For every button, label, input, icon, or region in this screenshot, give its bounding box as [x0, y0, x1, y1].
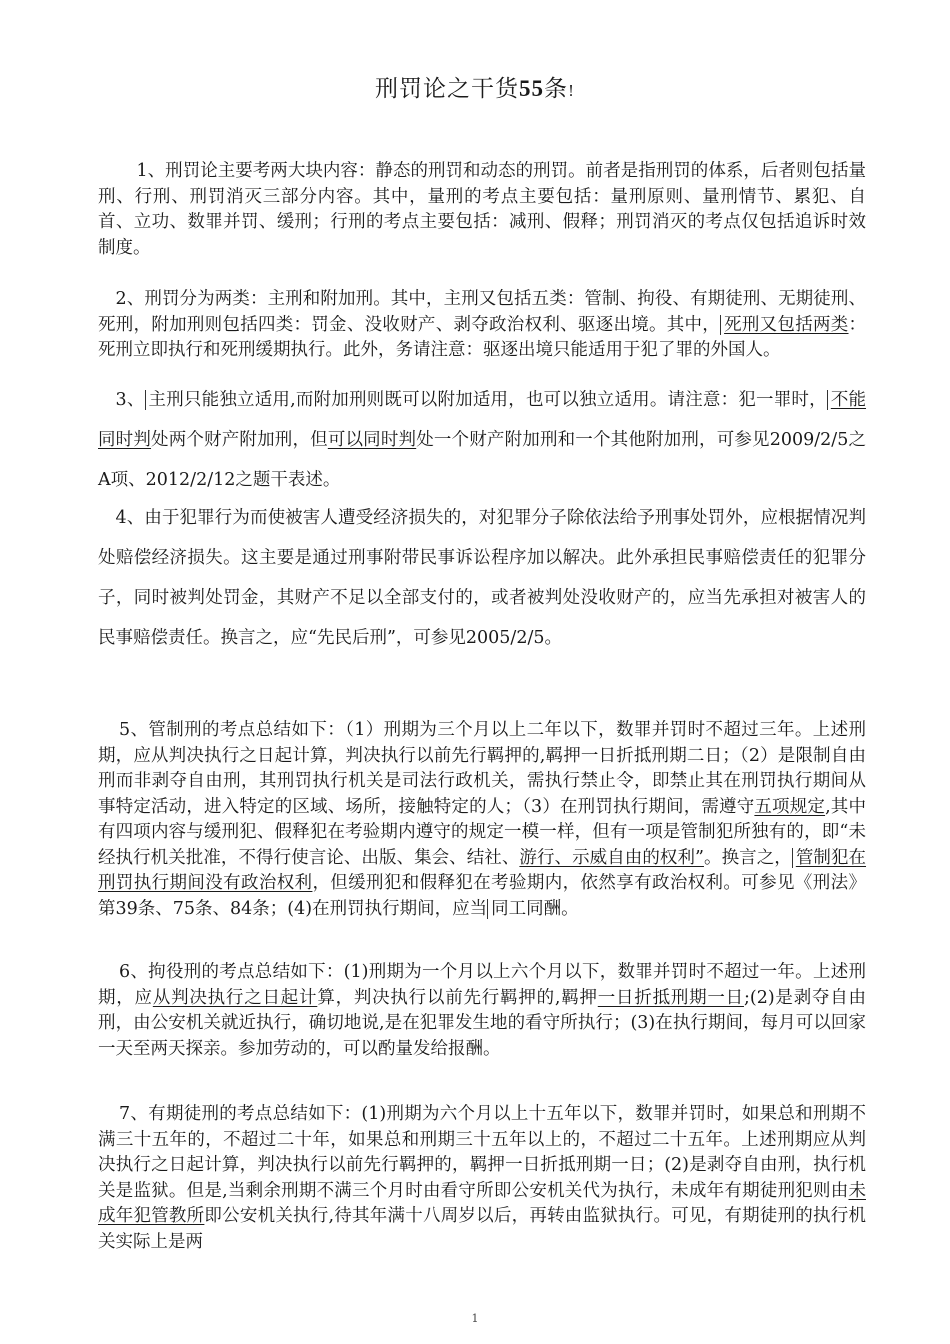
paragraph-3-marked-principal-penalty: 主刑只能独立适用 [145, 390, 291, 410]
title-number: 55 [518, 76, 544, 101]
title-prefix: 刑罚论之干货 [374, 76, 519, 102]
document-title [0, 70, 950, 103]
paragraph-4: 4、由于犯罪行为而使被害人遭受经济损失的，对犯罪分子除依法给予刑事处罚外，应根据情况判处赔偿经济损失。这主要是通过刑事附带民事诉讼程序加以解决。此外承担民事赔偿责任的犯罪分子，同时被判处罚金，其财产不足以全部支付的，或者被判处没收财产的，应当先承担对被害人的民事赔偿责任。换言之，应“先民后刑”，可参见2005/2/5。 [98, 508, 866, 648]
paragraph-2 [98, 287, 866, 364]
paragraph-3-text-c: 处两个财产附加刑，但 [151, 430, 328, 450]
paragraph-3-underline-can: 可以同时判 [327, 430, 417, 450]
paragraph-2-text-b: ：死刑立即执行和死刑缓期执行。此外，务请注意：驱逐出境只能适用于犯了罪的外国人。 [98, 314, 867, 360]
paragraph-3-text-a: 3、 [115, 390, 145, 410]
paragraph-7-text-a: 7、有期徒刑的考点总结如下：(1)刑期为六个月以上十五年以下，数罪并罚时，如果总和刑期不满三十五年的，不超过二十年，如果总和刑期三十五年以上的，不超过二十五年。上述刑期应从判决执行之日起计算，判决执行以前先行羁押的，羁押一日折抵刑期一日；(2)是剥夺自由刑，执行机关是监狱。但是,当剩余刑期不满三个月时由看守所即公安机关代为执行，未成年有期徒刑犯则由 [98, 1104, 866, 1201]
paragraph-6-underline-start-date: 从判决执行之日起计 [152, 987, 318, 1008]
paragraph-7-underline-juvenile-facility: 未成年犯管教所 [98, 1180, 866, 1226]
paragraph-6 [98, 960, 866, 1062]
paragraph-5-text-d: ，但缓刑犯和假释犯在考验期内，依然享有政治权利。可参见《刑法》第39条、75条、84条；(4)在刑罚执行期间，应当 [98, 873, 867, 919]
paragraph-5-text-a: 5、管制刑的考点总结如下：（1）刑期为三个月以上二年以下，数罪并罚时不超过三年。上述刑期，应从判决执行之日起计算，判决执行以前先行羁押的,羁押一日折抵刑期二日；（2）是限制自由刑而非剥夺自由刑，其刑罚执行机关是司法行政机关，需执行禁止令，即禁止其在刑罚执行期间从事特定活动，进入特定的区域、场所，接触特定的人；（3）在刑罚执行期间，需遵守 [98, 720, 866, 817]
paragraph-6-text-c: ;(2)是剥夺自由刑，由公安机关就近执行，确切地说,是在犯罪发生地的看守所执行；(3)在执行期间，每月可以回家一天至两天探亲。参加劳动的，可以酌量发给报酬。 [98, 987, 867, 1059]
paragraph-7 [98, 1102, 866, 1255]
title-exclamation: ! [567, 82, 576, 100]
title-suffix: 条 [543, 76, 568, 102]
paragraph-2-text-a: 2、刑罚分为两类：主刑和附加刑。其中，主刑又包括五类：管制、拘役、有期徒刑、无期徒刑、死刑，附加刑则包括四类：罚金、没收财产、剥夺政治权利、驱逐出境。其中， [98, 289, 866, 335]
paragraph-3-underline-cannot: 不能同时判 [98, 390, 867, 450]
paragraph-3-text-b: ,而附加刑则既可以附加适用，也可以独立适用。请注意：犯一罪时， [290, 390, 827, 410]
paragraph-5-text-b: ,其中有四项内容与缓刑犯、假释犯在考验期内遵守的规定一模一样，但有一项是管制犯所独有的，即“未经执行机关批准，不得行使言论、出版、集会、结社、 [98, 796, 866, 868]
paragraph-5-underline-no-political-rights: 管制犯在刑罚执行期间没有政治权利 [98, 847, 867, 893]
paragraph-5-underline-protest-right: 游行、示威自由的权利” [519, 847, 704, 868]
paragraph-5-text-c: 。换言之， [703, 847, 792, 868]
paragraph-6-text-b: 算，判决执行以前先行羁押的,羁押 [317, 987, 598, 1008]
paragraph-3 [98, 380, 866, 500]
paragraph-7-text-b: 即公安机关执行,待其年满十八周岁以后，再转由监狱执行。可见，有期徒刑的执行机关实际上是两 [98, 1206, 867, 1252]
paragraph-6-text-a: 6、拘役刑的考点总结如下：(1)刑期为一个月以上六个月以下，数罪并罚时不超过一年。上述刑期，应 [98, 962, 866, 1008]
paragraph-2-underline-death-penalty: 死刑又包括两类 [720, 315, 848, 335]
paragraph-5-marked-equal-pay: 同工同酬 [487, 899, 561, 919]
paragraph-5 [98, 718, 866, 922]
paragraph-5-text-e: 。 [561, 898, 579, 919]
paragraph-6-underline-one-for-one: 一日折抵刑期一日 [597, 987, 744, 1008]
page-number: 1 [471, 1312, 479, 1325]
paragraph-5-underline-five-rules: 五项规定 [754, 796, 826, 817]
paragraph-1: 1、刑罚论主要考两大块内容：静态的刑罚和动态的刑罚。前者是指刑罚的体系，后者则包括量刑、行刑、刑罚消灭三部分内容。其中，量刑的考点主要包括：量刑原则、量刑情节、累犯、自首、立功、数罪并罚、缓刑；行刑的考点主要包括：减刑、假释；刑罚消灭的考点仅包括追诉时效制度。 [98, 161, 866, 258]
paragraph-3-text-d: 处一个财产附加刑和一个其他附加刑，可参见2009/2/5之A项、2012/2/12之题干表述。 [98, 430, 867, 490]
